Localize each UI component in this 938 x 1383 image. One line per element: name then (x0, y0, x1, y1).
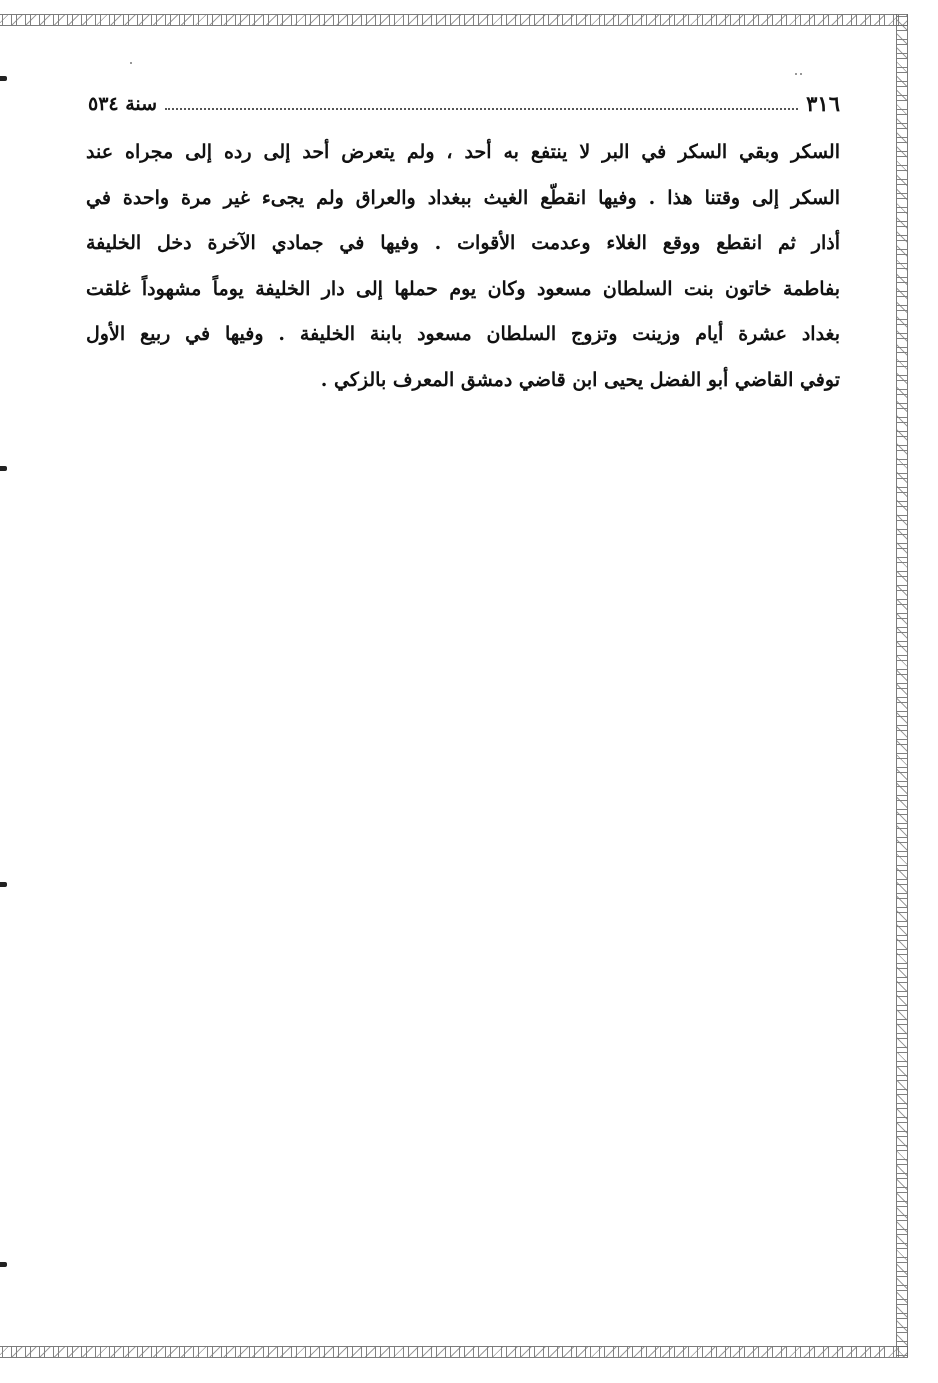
scan-speck (795, 73, 797, 75)
running-header (88, 80, 840, 114)
body-text (86, 130, 840, 403)
text-line: السكر وبقي السكر في البر لا ينتفع به أحد ، ولم يتعرض أحد إلى رده إلى مجراه عند (86, 141, 840, 163)
decorative-chain-border-right (896, 14, 908, 1357)
binding-mark (0, 882, 7, 887)
decorative-chain-border-top (0, 14, 908, 26)
text-line: أذار ثم انقطع ووقع الغلاء وعدمت الأقوات . وفيها في جمادي الآخرة دخل الخليفة (86, 232, 840, 254)
binding-mark (0, 76, 7, 81)
scan-speck (800, 73, 802, 75)
binding-mark (0, 466, 7, 471)
text-line: بغداد عشرة أيام وزينت وتزوج السلطان مسعود بابنة الخليفة . وفيها في ربيع الأول (86, 323, 840, 345)
scan-speck (130, 62, 132, 64)
text-line: بفاطمة خاتون بنت السلطان مسعود وكان يوم حملها إلى دار الخليفة يوماً مشهوداً غلقت (86, 277, 840, 300)
text-line: توفي القاضي أبو الفضل يحيى ابن قاضي دمشق المعرف بالزكي . (320, 368, 840, 391)
decorative-chain-border-bottom (0, 1346, 908, 1358)
page-number: ٣١٦ (806, 91, 840, 116)
header-dotted-leader (165, 108, 798, 110)
binding-mark (0, 1262, 7, 1267)
year-heading: سنة ٥٣٤ (88, 93, 158, 115)
text-line: السكر إلى وقتنا هذا . وفيها انقطّع الغيث ببغداد والعراق ولم يجىء غير مرة واحدة في (86, 186, 840, 209)
